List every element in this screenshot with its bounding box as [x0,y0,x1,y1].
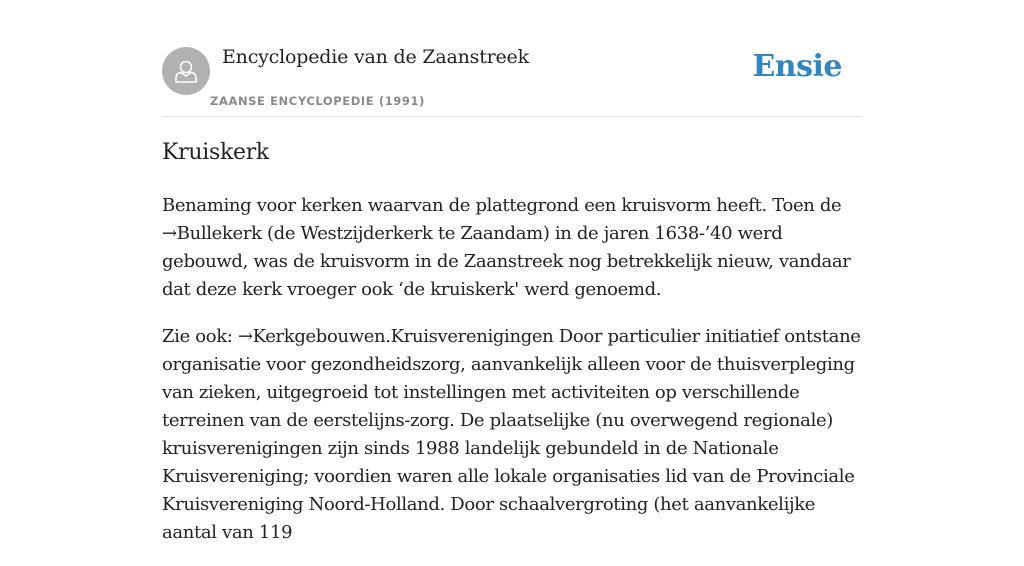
paragraph-text: (de Westzijderkerk te Zaandam) in de jaren 1638-’40 werd gebouwd, was de kruisvorm in de Zaanstreek nog betrekkelijk nieuw, vandaar dat deze kerk vroeger ook ‘de kruiskerk' werd genoemd. [162,223,851,300]
source-subtitle: ZAANSE ENCYCLOPEDIE (1991) [210,94,425,108]
paragraph-text: Benaming voor kerken waarvan de plattegrond een kruisvorm heeft. Toen de [162,195,842,216]
ensie-logo[interactable]: Ensie [752,49,842,84]
cross-reference-link[interactable]: →Kerkgebouwen. [237,326,391,347]
paragraph-text: Kruisverenigingen Door particulier initiatief ontstane organisatie voor gezondheidszorg, aanvankelijk alleen voor de thuisverpleging van zieken, uitgegroeid tot instellingen met activiteiten op verschillende terreinen van de eerstelijns-zorg. De plaatselijke (nu overwegend regionale) kruisverenigingen zijn sinds 1988 landelijk gebundeld in de Nationale Kruisvereniging; voordien waren alle lokale organisaties lid van de Provinciale Kruisvereniging Noord-Holland. Door schaalvergroting (het aanvankelijke aantal van 119 [162,326,861,543]
source-header [162,0,862,117]
paragraph-text: Zie ook: [162,326,238,347]
article-title: Kruiskerk [162,140,269,165]
article-paragraph [162,323,862,547]
cross-reference-link[interactable]: →Bullekerk [162,223,262,244]
source-title-link[interactable]: Encyclopedie van de Zaanstreek [222,46,529,68]
article-paragraph [162,192,862,304]
source-avatar[interactable] [162,47,210,95]
page-container [162,0,862,543]
article-body [162,192,862,566]
user-silhouette-icon [162,47,210,95]
